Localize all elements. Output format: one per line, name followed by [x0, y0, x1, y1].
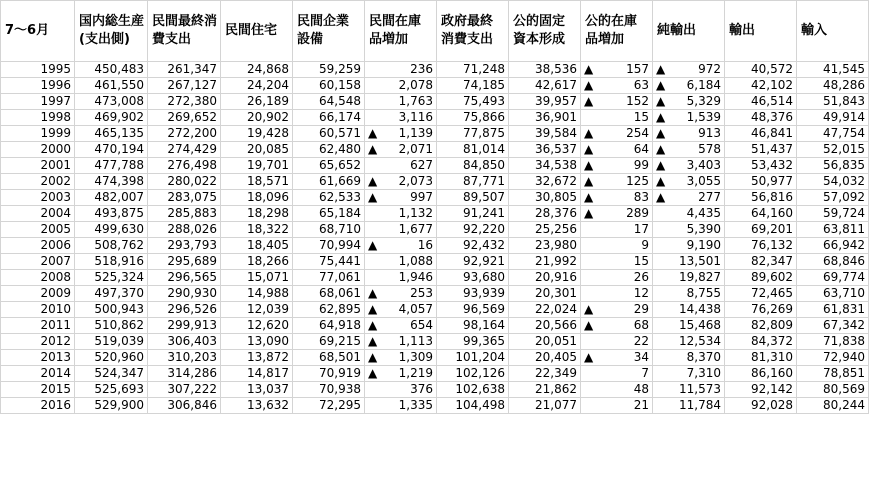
value-cell[interactable]: 5,390 [653, 222, 725, 238]
header-cell[interactable]: 政府最終消費支出 [437, 1, 509, 62]
value-cell[interactable]: 500,943 [75, 302, 148, 318]
value-cell[interactable]: ▲ 3,403 [653, 158, 725, 174]
value-cell[interactable]: 499,630 [75, 222, 148, 238]
value-cell[interactable]: 290,930 [148, 286, 221, 302]
year-cell[interactable]: 1995 [1, 62, 75, 78]
value-cell[interactable]: 12 [581, 286, 653, 302]
value-cell[interactable]: 299,913 [148, 318, 221, 334]
year-cell[interactable]: 2015 [1, 382, 75, 398]
value-cell[interactable]: 104,498 [437, 398, 509, 414]
value-cell[interactable]: 7 [581, 366, 653, 382]
value-cell[interactable]: 72,465 [725, 286, 797, 302]
value-cell[interactable]: 32,672 [509, 174, 581, 190]
value-cell[interactable]: ▲ 29 [581, 302, 653, 318]
value-cell[interactable]: 102,126 [437, 366, 509, 382]
value-cell[interactable]: 98,164 [437, 318, 509, 334]
value-cell[interactable]: 1,763 [365, 94, 437, 110]
value-cell[interactable]: ▲ 99 [581, 158, 653, 174]
table-row [1, 110, 869, 126]
value-cell[interactable]: ▲ 654 [365, 318, 437, 334]
value-cell[interactable]: 310,203 [148, 350, 221, 366]
header-cell[interactable]: 7～6月 [1, 1, 75, 62]
value-cell[interactable]: 288,026 [148, 222, 221, 238]
year-cell[interactable]: 2009 [1, 286, 75, 302]
value-cell[interactable]: 36,537 [509, 142, 581, 158]
value-cell[interactable]: 61,831 [797, 302, 869, 318]
value-cell[interactable]: 274,429 [148, 142, 221, 158]
value-cell[interactable]: 69,774 [797, 270, 869, 286]
value-cell[interactable]: ▲ 972 [653, 62, 725, 78]
value-cell[interactable]: ▲ 253 [365, 286, 437, 302]
header-cell[interactable]: 民間住宅 [221, 1, 293, 62]
table-row [1, 206, 869, 222]
table-row [1, 158, 869, 174]
value-cell[interactable]: 1,088 [365, 254, 437, 270]
value-cell[interactable]: 92,432 [437, 238, 509, 254]
table-row [1, 334, 869, 350]
value-cell[interactable]: 92,028 [725, 398, 797, 414]
value-cell[interactable]: 272,200 [148, 126, 221, 142]
value-cell[interactable]: 15,468 [653, 318, 725, 334]
table-row [1, 62, 869, 78]
value-cell[interactable]: 61,669 [293, 174, 365, 190]
value-cell[interactable]: 60,571 [293, 126, 365, 142]
value-cell[interactable]: 30,805 [509, 190, 581, 206]
value-cell[interactable]: 81,014 [437, 142, 509, 158]
value-cell[interactable]: 71,248 [437, 62, 509, 78]
table-row [1, 398, 869, 414]
value-cell[interactable]: 80,244 [797, 398, 869, 414]
value-cell[interactable]: 20,902 [221, 110, 293, 126]
value-cell[interactable]: 450,483 [75, 62, 148, 78]
header-cell[interactable]: 公的固定資本形成 [509, 1, 581, 62]
value-cell[interactable]: 4,435 [653, 206, 725, 222]
value-cell[interactable]: 71,838 [797, 334, 869, 350]
header-cell[interactable]: 国内総生産(支出側) [75, 1, 148, 62]
year-cell[interactable]: 2006 [1, 238, 75, 254]
value-cell[interactable]: 96,569 [437, 302, 509, 318]
value-cell[interactable]: 470,194 [75, 142, 148, 158]
value-cell[interactable]: 68,061 [293, 286, 365, 302]
value-cell[interactable]: 72,940 [797, 350, 869, 366]
year-cell[interactable]: 2002 [1, 174, 75, 190]
value-cell[interactable]: ▲ 254 [581, 126, 653, 142]
value-cell[interactable]: 11,784 [653, 398, 725, 414]
value-cell[interactable]: ▲ 6,184 [653, 78, 725, 94]
value-cell[interactable]: ▲ 1,113 [365, 334, 437, 350]
year-cell[interactable]: 2003 [1, 190, 75, 206]
value-cell[interactable]: 75,866 [437, 110, 509, 126]
value-cell[interactable]: 70,938 [293, 382, 365, 398]
value-cell[interactable]: 64,160 [725, 206, 797, 222]
value-cell[interactable]: 525,693 [75, 382, 148, 398]
header-cell[interactable]: 純輸出 [653, 1, 725, 62]
value-cell[interactable]: 89,507 [437, 190, 509, 206]
header-cell[interactable]: 民間企業設備 [293, 1, 365, 62]
value-cell[interactable]: 314,286 [148, 366, 221, 382]
value-cell[interactable]: 20,051 [509, 334, 581, 350]
value-cell[interactable]: 518,916 [75, 254, 148, 270]
value-cell[interactable]: 510,862 [75, 318, 148, 334]
header-cell[interactable]: 輸出 [725, 1, 797, 62]
value-cell[interactable]: 13,632 [221, 398, 293, 414]
value-cell[interactable]: ▲ 578 [653, 142, 725, 158]
year-cell[interactable]: 2016 [1, 398, 75, 414]
table-row [1, 286, 869, 302]
value-cell[interactable]: 80,569 [797, 382, 869, 398]
value-cell[interactable]: 19,428 [221, 126, 293, 142]
value-cell[interactable]: 26 [581, 270, 653, 286]
value-cell[interactable]: 102,638 [437, 382, 509, 398]
value-cell[interactable]: 66,174 [293, 110, 365, 126]
value-cell[interactable]: 474,398 [75, 174, 148, 190]
table-row [1, 142, 869, 158]
value-cell[interactable]: 82,809 [725, 318, 797, 334]
table-row [1, 78, 869, 94]
year-cell[interactable]: 1997 [1, 94, 75, 110]
value-cell[interactable]: ▲ 83 [581, 190, 653, 206]
value-cell[interactable]: 493,875 [75, 206, 148, 222]
value-cell[interactable]: 276,498 [148, 158, 221, 174]
value-cell[interactable]: 54,032 [797, 174, 869, 190]
header-cell[interactable]: 民間最終消費支出 [148, 1, 221, 62]
value-cell[interactable]: 236 [365, 62, 437, 78]
value-cell[interactable]: 26,189 [221, 94, 293, 110]
value-cell[interactable]: ▲ 2,073 [365, 174, 437, 190]
value-cell[interactable]: 1,132 [365, 206, 437, 222]
year-cell[interactable]: 1998 [1, 110, 75, 126]
value-cell[interactable]: 74,185 [437, 78, 509, 94]
value-cell[interactable]: 13,872 [221, 350, 293, 366]
value-cell[interactable]: 41,545 [797, 62, 869, 78]
value-cell[interactable]: 296,565 [148, 270, 221, 286]
value-cell[interactable]: 1,335 [365, 398, 437, 414]
value-cell[interactable]: 293,793 [148, 238, 221, 254]
value-cell[interactable]: 21,992 [509, 254, 581, 270]
value-cell[interactable]: ▲ 152 [581, 94, 653, 110]
value-cell[interactable]: 19,701 [221, 158, 293, 174]
value-cell[interactable]: 20,301 [509, 286, 581, 302]
value-cell[interactable]: 20,916 [509, 270, 581, 286]
value-cell[interactable]: 92,142 [725, 382, 797, 398]
value-cell[interactable]: 2,078 [365, 78, 437, 94]
value-cell[interactable]: 15 [581, 254, 653, 270]
value-cell[interactable]: ▲ 913 [653, 126, 725, 142]
value-cell[interactable]: 70,994 [293, 238, 365, 254]
table-row [1, 270, 869, 286]
value-cell[interactable]: 25,256 [509, 222, 581, 238]
value-cell[interactable]: 12,620 [221, 318, 293, 334]
value-cell[interactable]: 75,493 [437, 94, 509, 110]
value-cell[interactable]: 18,298 [221, 206, 293, 222]
value-cell[interactable]: 15 [581, 110, 653, 126]
value-cell[interactable]: 38,536 [509, 62, 581, 78]
value-cell[interactable]: 63,811 [797, 222, 869, 238]
value-cell[interactable]: ▲ 16 [365, 238, 437, 254]
value-cell[interactable]: 524,347 [75, 366, 148, 382]
value-cell[interactable]: 72,295 [293, 398, 365, 414]
value-cell[interactable]: 101,204 [437, 350, 509, 366]
value-cell[interactable]: 93,680 [437, 270, 509, 286]
value-cell[interactable]: 46,841 [725, 126, 797, 142]
header-cell[interactable]: 民間在庫品増加 [365, 1, 437, 62]
value-cell[interactable]: 51,843 [797, 94, 869, 110]
value-cell[interactable]: ▲ 4,057 [365, 302, 437, 318]
year-cell[interactable]: 2004 [1, 206, 75, 222]
value-cell[interactable]: 51,437 [725, 142, 797, 158]
year-cell[interactable]: 2001 [1, 158, 75, 174]
value-cell[interactable]: 13,090 [221, 334, 293, 350]
value-cell[interactable]: 64,548 [293, 94, 365, 110]
value-cell[interactable]: 69,215 [293, 334, 365, 350]
value-cell[interactable]: 14,817 [221, 366, 293, 382]
table-row [1, 350, 869, 366]
value-cell[interactable]: 18,096 [221, 190, 293, 206]
value-cell[interactable]: 77,061 [293, 270, 365, 286]
value-cell[interactable]: 477,788 [75, 158, 148, 174]
value-cell[interactable]: ▲ 1,539 [653, 110, 725, 126]
value-cell[interactable]: 627 [365, 158, 437, 174]
value-cell[interactable]: 99,365 [437, 334, 509, 350]
year-cell[interactable]: 2010 [1, 302, 75, 318]
value-cell[interactable]: 92,921 [437, 254, 509, 270]
value-cell[interactable]: 11,573 [653, 382, 725, 398]
value-cell[interactable]: 18,405 [221, 238, 293, 254]
value-cell[interactable]: ▲ 2,071 [365, 142, 437, 158]
value-cell[interactable]: 59,724 [797, 206, 869, 222]
value-cell[interactable]: 77,875 [437, 126, 509, 142]
value-cell[interactable]: ▲ 63 [581, 78, 653, 94]
value-cell[interactable]: 267,127 [148, 78, 221, 94]
value-cell[interactable]: 3,116 [365, 110, 437, 126]
value-cell[interactable]: 39,957 [509, 94, 581, 110]
value-cell[interactable]: 22,349 [509, 366, 581, 382]
value-cell[interactable]: 469,902 [75, 110, 148, 126]
value-cell[interactable]: 7,310 [653, 366, 725, 382]
value-cell[interactable]: 12,534 [653, 334, 725, 350]
value-cell[interactable]: ▲ 157 [581, 62, 653, 78]
table-row [1, 302, 869, 318]
value-cell[interactable]: 60,158 [293, 78, 365, 94]
value-cell[interactable]: 461,550 [75, 78, 148, 94]
value-cell[interactable]: 62,895 [293, 302, 365, 318]
header-row [1, 1, 869, 62]
value-cell[interactable]: 283,075 [148, 190, 221, 206]
value-cell[interactable]: 87,771 [437, 174, 509, 190]
value-cell[interactable]: 12,039 [221, 302, 293, 318]
value-cell[interactable]: 15,071 [221, 270, 293, 286]
value-cell[interactable]: 269,652 [148, 110, 221, 126]
value-cell[interactable]: 59,259 [293, 62, 365, 78]
value-cell[interactable]: 520,960 [75, 350, 148, 366]
value-cell[interactable]: 19,827 [653, 270, 725, 286]
value-cell[interactable]: 14,438 [653, 302, 725, 318]
value-cell[interactable]: 306,846 [148, 398, 221, 414]
value-cell[interactable]: 89,602 [725, 270, 797, 286]
value-cell[interactable]: 13,501 [653, 254, 725, 270]
year-cell[interactable]: 2007 [1, 254, 75, 270]
table-row [1, 174, 869, 190]
year-cell[interactable]: 2012 [1, 334, 75, 350]
value-cell[interactable]: 69,201 [725, 222, 797, 238]
table-row [1, 238, 869, 254]
value-cell[interactable]: 8,370 [653, 350, 725, 366]
value-cell[interactable]: 482,007 [75, 190, 148, 206]
value-cell[interactable]: 65,652 [293, 158, 365, 174]
table-row [1, 254, 869, 270]
value-cell[interactable]: 529,900 [75, 398, 148, 414]
value-cell[interactable]: 21,862 [509, 382, 581, 398]
value-cell[interactable]: 49,914 [797, 110, 869, 126]
value-cell[interactable]: ▲ 34 [581, 350, 653, 366]
value-cell[interactable]: 39,584 [509, 126, 581, 142]
value-cell[interactable]: ▲ 1,139 [365, 126, 437, 142]
value-cell[interactable]: 42,617 [509, 78, 581, 94]
value-cell[interactable]: 261,347 [148, 62, 221, 78]
table-row [1, 190, 869, 206]
value-cell[interactable]: 497,370 [75, 286, 148, 302]
table-row [1, 222, 869, 238]
value-cell[interactable]: 67,342 [797, 318, 869, 334]
value-cell[interactable]: ▲ 289 [581, 206, 653, 222]
value-cell[interactable]: 47,754 [797, 126, 869, 142]
value-cell[interactable]: 57,092 [797, 190, 869, 206]
value-cell[interactable]: 280,022 [148, 174, 221, 190]
value-cell[interactable]: ▲ 3,055 [653, 174, 725, 190]
value-cell[interactable]: 508,762 [75, 238, 148, 254]
value-cell[interactable]: 1,946 [365, 270, 437, 286]
value-cell[interactable]: 296,526 [148, 302, 221, 318]
value-cell[interactable]: 13,037 [221, 382, 293, 398]
value-cell[interactable]: 22 [581, 334, 653, 350]
value-cell[interactable]: 24,868 [221, 62, 293, 78]
value-cell[interactable]: ▲ 5,329 [653, 94, 725, 110]
value-cell[interactable]: 70,919 [293, 366, 365, 382]
year-cell[interactable]: 2013 [1, 350, 75, 366]
value-cell[interactable]: 20,405 [509, 350, 581, 366]
value-cell[interactable]: 56,816 [725, 190, 797, 206]
value-cell[interactable]: 525,324 [75, 270, 148, 286]
value-cell[interactable]: 48,286 [797, 78, 869, 94]
year-cell[interactable]: 2000 [1, 142, 75, 158]
value-cell[interactable]: ▲ 68 [581, 318, 653, 334]
year-cell[interactable]: 2005 [1, 222, 75, 238]
value-cell[interactable]: 18,571 [221, 174, 293, 190]
value-cell[interactable]: 1,677 [365, 222, 437, 238]
value-cell[interactable]: 84,850 [437, 158, 509, 174]
value-cell[interactable]: 272,380 [148, 94, 221, 110]
header-cell[interactable]: 公的在庫品増加 [581, 1, 653, 62]
value-cell[interactable]: ▲ 1,309 [365, 350, 437, 366]
value-cell[interactable]: 53,432 [725, 158, 797, 174]
table-row [1, 94, 869, 110]
value-cell[interactable]: ▲ 1,219 [365, 366, 437, 382]
table-row [1, 126, 869, 142]
value-cell[interactable]: 42,102 [725, 78, 797, 94]
value-cell[interactable]: ▲ 64 [581, 142, 653, 158]
value-cell[interactable]: 519,039 [75, 334, 148, 350]
value-cell[interactable]: 68,501 [293, 350, 365, 366]
year-cell[interactable]: 1996 [1, 78, 75, 94]
value-cell[interactable]: 34,538 [509, 158, 581, 174]
value-cell[interactable]: 22,024 [509, 302, 581, 318]
value-cell[interactable]: 62,533 [293, 190, 365, 206]
value-cell[interactable]: 376 [365, 382, 437, 398]
value-cell[interactable]: 68,710 [293, 222, 365, 238]
value-cell[interactable]: 17 [581, 222, 653, 238]
value-cell[interactable]: ▲ 997 [365, 190, 437, 206]
value-cell[interactable]: 285,883 [148, 206, 221, 222]
value-cell[interactable]: 307,222 [148, 382, 221, 398]
value-cell[interactable]: 84,372 [725, 334, 797, 350]
value-cell[interactable]: 306,403 [148, 334, 221, 350]
value-cell[interactable]: 86,160 [725, 366, 797, 382]
value-cell[interactable]: 21,077 [509, 398, 581, 414]
value-cell[interactable]: 473,008 [75, 94, 148, 110]
value-cell[interactable]: 14,988 [221, 286, 293, 302]
value-cell[interactable]: 76,269 [725, 302, 797, 318]
table-row [1, 318, 869, 334]
value-cell[interactable]: 20,566 [509, 318, 581, 334]
value-cell[interactable]: 24,204 [221, 78, 293, 94]
year-cell[interactable]: 1999 [1, 126, 75, 142]
value-cell[interactable]: 28,376 [509, 206, 581, 222]
value-cell[interactable]: 46,514 [725, 94, 797, 110]
value-cell[interactable]: 18,322 [221, 222, 293, 238]
year-cell[interactable]: 2014 [1, 366, 75, 382]
value-cell[interactable]: 9 [581, 238, 653, 254]
value-cell[interactable]: 9,190 [653, 238, 725, 254]
value-cell[interactable]: 63,710 [797, 286, 869, 302]
header-cell[interactable]: 輸入 [797, 1, 869, 62]
year-cell[interactable]: 2011 [1, 318, 75, 334]
value-cell[interactable]: 66,942 [797, 238, 869, 254]
value-cell[interactable]: 48,376 [725, 110, 797, 126]
value-cell[interactable]: 56,835 [797, 158, 869, 174]
value-cell[interactable]: ▲ 125 [581, 174, 653, 190]
value-cell[interactable]: 21 [581, 398, 653, 414]
value-cell[interactable]: 23,980 [509, 238, 581, 254]
value-cell[interactable]: 92,220 [437, 222, 509, 238]
value-cell[interactable]: 64,918 [293, 318, 365, 334]
value-cell[interactable]: 68,846 [797, 254, 869, 270]
value-cell[interactable]: 20,085 [221, 142, 293, 158]
value-cell[interactable]: 36,901 [509, 110, 581, 126]
value-cell[interactable]: 82,347 [725, 254, 797, 270]
value-cell[interactable]: ▲ 277 [653, 190, 725, 206]
value-cell[interactable]: 52,015 [797, 142, 869, 158]
value-cell[interactable]: 75,441 [293, 254, 365, 270]
value-cell[interactable]: 93,939 [437, 286, 509, 302]
value-cell[interactable]: 18,266 [221, 254, 293, 270]
value-cell[interactable]: 40,572 [725, 62, 797, 78]
value-cell[interactable]: 465,135 [75, 126, 148, 142]
value-cell[interactable]: 8,755 [653, 286, 725, 302]
value-cell[interactable]: 76,132 [725, 238, 797, 254]
value-cell[interactable]: 295,689 [148, 254, 221, 270]
value-cell[interactable]: 78,851 [797, 366, 869, 382]
value-cell[interactable]: 62,480 [293, 142, 365, 158]
value-cell[interactable]: 81,310 [725, 350, 797, 366]
table-row [1, 382, 869, 398]
year-cell[interactable]: 2008 [1, 270, 75, 286]
table-row [1, 366, 869, 382]
value-cell[interactable]: 65,184 [293, 206, 365, 222]
value-cell[interactable]: 91,241 [437, 206, 509, 222]
value-cell[interactable]: 48 [581, 382, 653, 398]
value-cell[interactable]: 50,977 [725, 174, 797, 190]
